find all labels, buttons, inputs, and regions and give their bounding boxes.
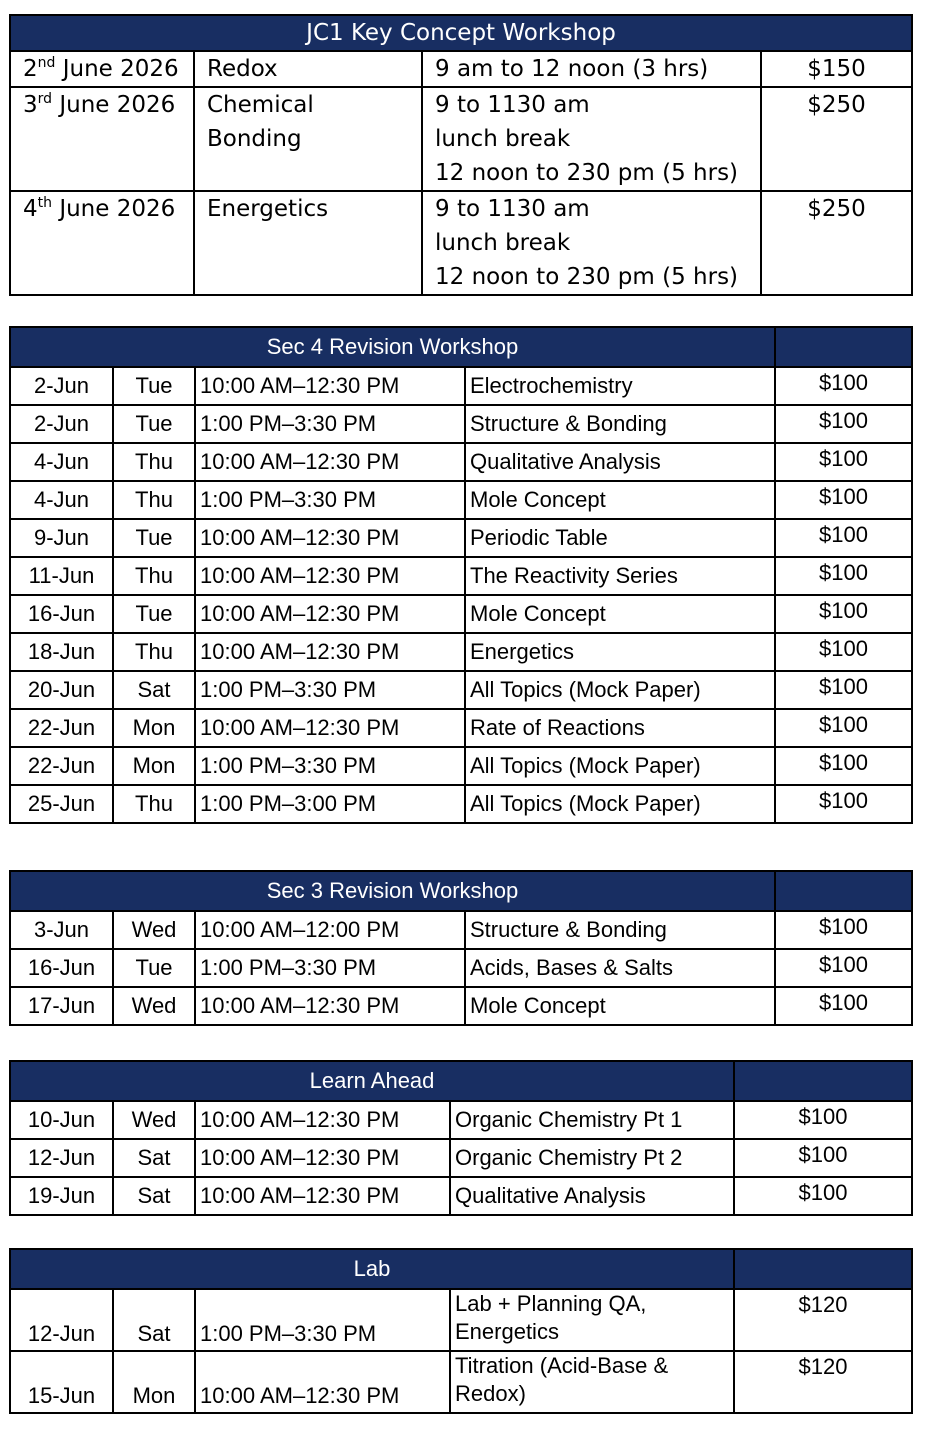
jc1-time: 9 am to 12 noon (3 hrs) (422, 51, 761, 87)
table-row (10, 51, 912, 87)
topic-cell: The Reactivity Series (465, 557, 775, 595)
day-cell: Sat (113, 1177, 195, 1215)
date-cell: 9-Jun (10, 519, 113, 557)
topic-cell: All Topics (Mock Paper) (465, 785, 775, 823)
price-cell: $100 (775, 987, 912, 1025)
table-row (10, 405, 912, 443)
table-row (10, 949, 912, 987)
table-row (10, 747, 912, 785)
day-cell: Wed (113, 987, 195, 1025)
time-cell: 1:00 PM–3:30 PM (195, 949, 465, 987)
topic-cell: Mole Concept (465, 595, 775, 633)
time-cell: 10:00 AM–12:30 PM (195, 595, 465, 633)
time-cell: 10:00 AM–12:30 PM (195, 633, 465, 671)
sec4-title: Sec 4 Revision Workshop (10, 327, 775, 367)
price-cell: $100 (775, 519, 912, 557)
day-cell: Thu (113, 557, 195, 595)
time-cell: 10:00 AM–12:00 PM (195, 911, 465, 949)
date-cell: 4-Jun (10, 481, 113, 519)
price-cell: $100 (775, 595, 912, 633)
time-cell: 10:00 AM–12:30 PM (195, 1177, 450, 1215)
price-cell: $120 (734, 1289, 912, 1351)
date-cell: 12-Jun (10, 1289, 113, 1351)
price-cell: $100 (775, 671, 912, 709)
learn-header-row (10, 1061, 912, 1101)
table-row (10, 191, 912, 295)
jc1-date: 2nd June 2026 (10, 51, 194, 87)
topic-cell: All Topics (Mock Paper) (465, 671, 775, 709)
date-cell: 18-Jun (10, 633, 113, 671)
day-cell: Mon (113, 709, 195, 747)
jc1-price: $150 (761, 51, 912, 87)
time-cell: 1:00 PM–3:30 PM (195, 1289, 450, 1351)
table-row (10, 1351, 912, 1413)
time-cell: 1:00 PM–3:30 PM (195, 481, 465, 519)
date-cell: 25-Jun (10, 785, 113, 823)
day-cell: Thu (113, 443, 195, 481)
date-cell: 11-Jun (10, 557, 113, 595)
topic-cell: Structure & Bonding (465, 911, 775, 949)
day-cell: Sat (113, 1289, 195, 1351)
price-cell: $100 (775, 785, 912, 823)
jc1-time: 9 to 1130 am lunch break 12 noon to 230 pm (5 hrs) (422, 87, 761, 191)
jc1-price: $250 (761, 87, 912, 191)
date-cell: 3-Jun (10, 911, 113, 949)
sec3-title: Sec 3 Revision Workshop (10, 871, 775, 911)
day-cell: Tue (113, 949, 195, 987)
jc1-topic: Redox (194, 51, 422, 87)
topic-cell: Rate of Reactions (465, 709, 775, 747)
day-cell: Thu (113, 785, 195, 823)
date-cell: 2-Jun (10, 405, 113, 443)
time-cell: 1:00 PM–3:30 PM (195, 671, 465, 709)
lab-table (9, 1248, 913, 1414)
date-cell: 22-Jun (10, 747, 113, 785)
topic-cell: Organic Chemistry Pt 1 (450, 1101, 734, 1139)
topic-cell: Periodic Table (465, 519, 775, 557)
jc1-date: 3rd June 2026 (10, 87, 194, 191)
price-cell: $100 (775, 443, 912, 481)
table-row (10, 557, 912, 595)
topic-cell: All Topics (Mock Paper) (465, 747, 775, 785)
price-cell: $100 (775, 633, 912, 671)
table-row (10, 595, 912, 633)
table-row (10, 785, 912, 823)
topic-cell (450, 1351, 734, 1413)
day-cell: Tue (113, 519, 195, 557)
topic-cell: Organic Chemistry Pt 2 (450, 1139, 734, 1177)
jc1-time: 9 to 1130 am lunch break 12 noon to 230 pm (5 hrs) (422, 191, 761, 295)
time-cell: 10:00 AM–12:30 PM (195, 709, 465, 747)
lab-header-row (10, 1249, 912, 1289)
time-cell: 10:00 AM–12:30 PM (195, 987, 465, 1025)
time-cell: 10:00 AM–12:30 PM (195, 519, 465, 557)
price-cell: $100 (775, 949, 912, 987)
date-cell: 15-Jun (10, 1351, 113, 1413)
time-cell: 1:00 PM–3:30 PM (195, 747, 465, 785)
price-cell: $100 (775, 557, 912, 595)
table-row (10, 709, 912, 747)
table-row (10, 633, 912, 671)
price-cell: $100 (775, 747, 912, 785)
date-cell: 16-Jun (10, 949, 113, 987)
table-row (10, 671, 912, 709)
price-cell: $100 (734, 1101, 912, 1139)
time-cell: 10:00 AM–12:30 PM (195, 557, 465, 595)
topic-cell: Qualitative Analysis (450, 1177, 734, 1215)
topic-line: Titration (Acid-Base & (455, 1353, 669, 1378)
table-row (10, 1101, 912, 1139)
table-row (10, 911, 912, 949)
table-row (10, 443, 912, 481)
topic-cell (450, 1289, 734, 1351)
day-cell: Tue (113, 405, 195, 443)
day-cell: Tue (113, 595, 195, 633)
sec4-workshop-table (9, 326, 913, 824)
jc1-title: JC1 Key Concept Workshop (10, 15, 912, 51)
price-cell: $100 (734, 1177, 912, 1215)
lab-title: Lab (10, 1249, 734, 1289)
topic-line: Energetics (455, 1319, 559, 1344)
topic-cell: Electrochemistry (465, 367, 775, 405)
day-cell: Mon (113, 747, 195, 785)
day-cell: Wed (113, 1101, 195, 1139)
price-cell: $100 (775, 367, 912, 405)
table-row (10, 1139, 912, 1177)
jc1-date: 4th June 2026 (10, 191, 194, 295)
lab-header-blank (734, 1249, 912, 1289)
jc1-topic: Chemical Bonding (194, 87, 422, 191)
time-cell: 10:00 AM–12:30 PM (195, 367, 465, 405)
topic-cell: Mole Concept (465, 481, 775, 519)
day-cell: Tue (113, 367, 195, 405)
learn-title: Learn Ahead (10, 1061, 734, 1101)
table-row (10, 367, 912, 405)
time-cell: 1:00 PM–3:30 PM (195, 405, 465, 443)
table-row (10, 519, 912, 557)
topic-line: Redox) (455, 1381, 526, 1406)
topic-line: Lab + Planning QA, (455, 1291, 647, 1316)
date-cell: 20-Jun (10, 671, 113, 709)
jc1-header-row (10, 15, 912, 51)
learn-header-blank (734, 1061, 912, 1101)
date-cell: 10-Jun (10, 1101, 113, 1139)
date-cell: 12-Jun (10, 1139, 113, 1177)
table-row (10, 481, 912, 519)
date-cell: 4-Jun (10, 443, 113, 481)
date-cell: 2-Jun (10, 367, 113, 405)
price-cell: $120 (734, 1351, 912, 1413)
table-row (10, 987, 912, 1025)
day-cell: Sat (113, 671, 195, 709)
price-cell: $100 (734, 1139, 912, 1177)
jc1-price: $250 (761, 191, 912, 295)
day-cell: Thu (113, 481, 195, 519)
sec3-workshop-table (9, 870, 913, 1026)
day-cell: Wed (113, 911, 195, 949)
time-cell: 1:00 PM–3:00 PM (195, 785, 465, 823)
sec4-header-row (10, 327, 912, 367)
price-cell: $100 (775, 709, 912, 747)
date-cell: 19-Jun (10, 1177, 113, 1215)
topic-cell: Energetics (465, 633, 775, 671)
price-cell: $100 (775, 481, 912, 519)
sec4-header-blank (775, 327, 912, 367)
jc1-topic: Energetics (194, 191, 422, 295)
time-cell: 10:00 AM–12:30 PM (195, 1101, 450, 1139)
day-cell: Thu (113, 633, 195, 671)
table-row (10, 87, 912, 191)
time-cell: 10:00 AM–12:30 PM (195, 1351, 450, 1413)
sec3-header-row (10, 871, 912, 911)
day-cell: Mon (113, 1351, 195, 1413)
time-cell: 10:00 AM–12:30 PM (195, 443, 465, 481)
price-cell: $100 (775, 405, 912, 443)
time-cell: 10:00 AM–12:30 PM (195, 1139, 450, 1177)
topic-cell: Structure & Bonding (465, 405, 775, 443)
price-cell: $100 (775, 911, 912, 949)
topic-cell: Qualitative Analysis (465, 443, 775, 481)
table-row (10, 1177, 912, 1215)
topic-cell: Acids, Bases & Salts (465, 949, 775, 987)
date-cell: 16-Jun (10, 595, 113, 633)
table-row (10, 1289, 912, 1351)
date-cell: 22-Jun (10, 709, 113, 747)
learn-ahead-table (9, 1060, 913, 1216)
day-cell: Sat (113, 1139, 195, 1177)
jc1-workshop-table (9, 14, 913, 296)
topic-cell: Mole Concept (465, 987, 775, 1025)
sec3-header-blank (775, 871, 912, 911)
date-cell: 17-Jun (10, 987, 113, 1025)
